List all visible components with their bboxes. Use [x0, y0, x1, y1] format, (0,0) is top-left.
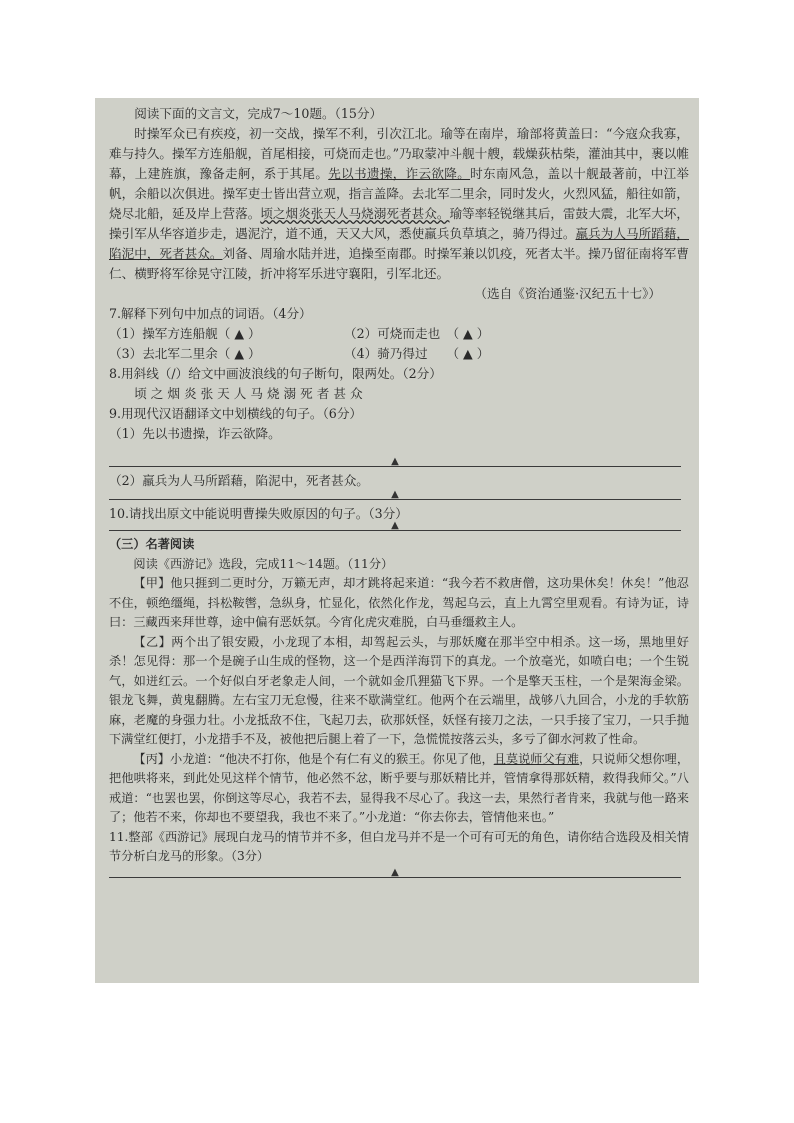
q7-row-2 — [109, 344, 689, 364]
passage-underlined-2: 羸兵为人马所蹈藉，陷泥中，死者甚众。 — [109, 226, 690, 261]
q7-item-4: （4）骑乃得过 （ ▲ ） — [344, 346, 490, 361]
section3-intro: 阅读《西游记》选段，完成11～14题。（11分） — [133, 556, 394, 571]
q11-answer-line[interactable] — [109, 867, 681, 878]
q8-title: 8.用斜线（/）给文中画波浪线的句子断句，限两处。（2分） — [109, 366, 442, 381]
excerpt-bing — [109, 750, 689, 828]
passage-part-2: 时东南风急，盖以十舰最著前，中江举帆，余船以次俱进。操军吏士皆出营立观，指言盖降。去北军二里余，同时发火，火烈风猛，船往如箭，烧尽北船，延及岸上营落。 — [109, 166, 690, 221]
excerpt-jia: 【甲】他只捱到二更时分，万籁无声，却才跳将起来道：“我今若不救唐僧，这功果休矣！休矣！”他忍不住，顿绝缰绳，抖松鞍辔，急纵身，忙显化，依然化作龙，驾起乌云，直上九霄空里观看。有诗为证，诗曰：三藏西来拜世尊，途中偏有恶妖氛。今宵化虎灾难脱，白马垂缰救主人。 — [109, 576, 689, 629]
page-content — [109, 104, 689, 882]
passage-wavy-sentence: 顷之烟炎张天人马烧溺死者甚众。 — [260, 206, 450, 221]
answer-marker: ▲ — [391, 866, 399, 878]
excerpt-bing-part-2: ，只说师父想你哩，把他哄将来，到此处见这样个情节，他必然不忿，断乎要与那妖精比并，管情拿得那妖精，救得我师父。”八戒道：“也罢也罢，你倒这等尽心，我若不去，显得我不尽心了。我这一去，果然行者肯来，我就与他一路来了；他若不来，你却也不要望我，我也不来了。”小龙道：“你去你去，管情他来也。” — [109, 751, 690, 824]
q7-item-3: （3）去北军二里余（ ▲ ） — [109, 346, 261, 361]
q9-sentence-1: （1）先以书遗操，诈云欲降。 — [109, 426, 281, 441]
excerpt-bing-part-1: 【丙】小龙道：“他决不打你，他是个有仁有义的猴王。你见了他， — [133, 751, 494, 766]
excerpt-bing-underlined: 且莫说师父有难 — [493, 751, 580, 766]
q7-title: 7.解释下列句中加点的词语。（4分） — [109, 306, 312, 321]
q7-item-2: （2）可烧而走也 （ ▲ ） — [344, 326, 490, 341]
q9-sentence-2: （2）羸兵为人马所蹈藉，陷泥中，死者甚众。 — [109, 473, 369, 488]
excerpt-yi: 【乙】两个出了银安殿，小龙现了本相，却驾起云头，与那妖魔在那半空中相杀。这一场，黑地里好杀！怎见得：那一个是碗子山生成的怪物，这一个是西洋海罚下的真龙。一个放毫光，如喷白电；一个生锐气，如迸红云。一个好似白牙老象走人间，一个就如金爪狸猫飞下界。一个是擎天玉柱，一个是架海金梁。银龙飞舞，黄鬼翻腾。左右宝刀无怠慢，往来不歇满堂红。他两个在云端里，战够八九回合，小龙的手软筋麻，老魔的身强力壮。小龙抵敌不住，飞起刀去，砍那妖怪，妖怪有接刀之法，一只手接了宝刀，一只手抛下满堂红便打，小龙措手不及，被他把后腿上着了一下，急慌慌按落云头，多亏了御水河救了性命。 — [109, 634, 689, 746]
q9-answer-line-1[interactable] — [109, 444, 681, 467]
passage-underlined-1: 先以书遗操，诈云欲降。 — [328, 166, 471, 181]
passage-part-1: 时操军众已有疾疫，初一交战，操军不利，引次江北。瑜等在南岸，瑜部将黄盖曰：“今寇众我寡，难与持久。操军方连船舰，首尾相接，可烧而走也。”乃取蒙冲斗舰十艘，载燥荻枯柴，灌油其中，裹以帷幕，上建旌旗，豫备走舸，系于其尾。 — [109, 126, 689, 181]
answer-marker: ▲ — [391, 456, 399, 467]
passage-intro: 阅读下面的文言文，完成7～10题。（15分） — [134, 106, 383, 121]
answer-marker: ▲ — [391, 520, 399, 531]
passage-part-4: 刘备、周瑜水陆并进，追操至南郡。时操军兼以饥疫，死者太半。操乃留征南将军曹仁、横野将军徐晃守江陵，折冲将军乐进守襄阳，引军北还。 — [109, 246, 690, 281]
passage-source: （选自《资治通鉴·汉纪五十七》） — [474, 286, 661, 301]
q9-answer-line-2[interactable] — [109, 491, 681, 500]
q7-row-1 — [109, 324, 689, 344]
passage-part-3: 瑜等率轻锐继其后，雷鼓大震，北军大坏，操引军从华容道步走，遇泥泞，道不通，天又大风，悉使羸兵负草填之，骑乃得过。 — [109, 206, 690, 241]
section3-title: （三）名著阅读 — [109, 537, 195, 551]
q8-sentence: 顷 之 烟 炎 张 天 人 马 烧 溺 死 者 甚 众 — [134, 386, 363, 401]
answer-marker: ▲ — [391, 489, 399, 500]
q9-title: 9.用现代汉语翻译文中划横线的句子。（6分） — [109, 406, 363, 421]
q7-item-1: （1）操军方连船舰（ ▲ ） — [109, 326, 261, 341]
scanned-exam-page — [95, 98, 699, 983]
classical-passage — [109, 124, 689, 284]
q11-title: 11.整部《西游记》展现白龙马的情节并不多，但白龙马并不是一个可有可无的角色，请你结合选段及相关情节分析白龙马的形象。（3分） — [109, 829, 690, 863]
q10-title: 10.请找出原文中能说明曹操失败原因的句子。（3分） — [109, 506, 408, 521]
q10-answer-line[interactable] — [109, 520, 681, 531]
